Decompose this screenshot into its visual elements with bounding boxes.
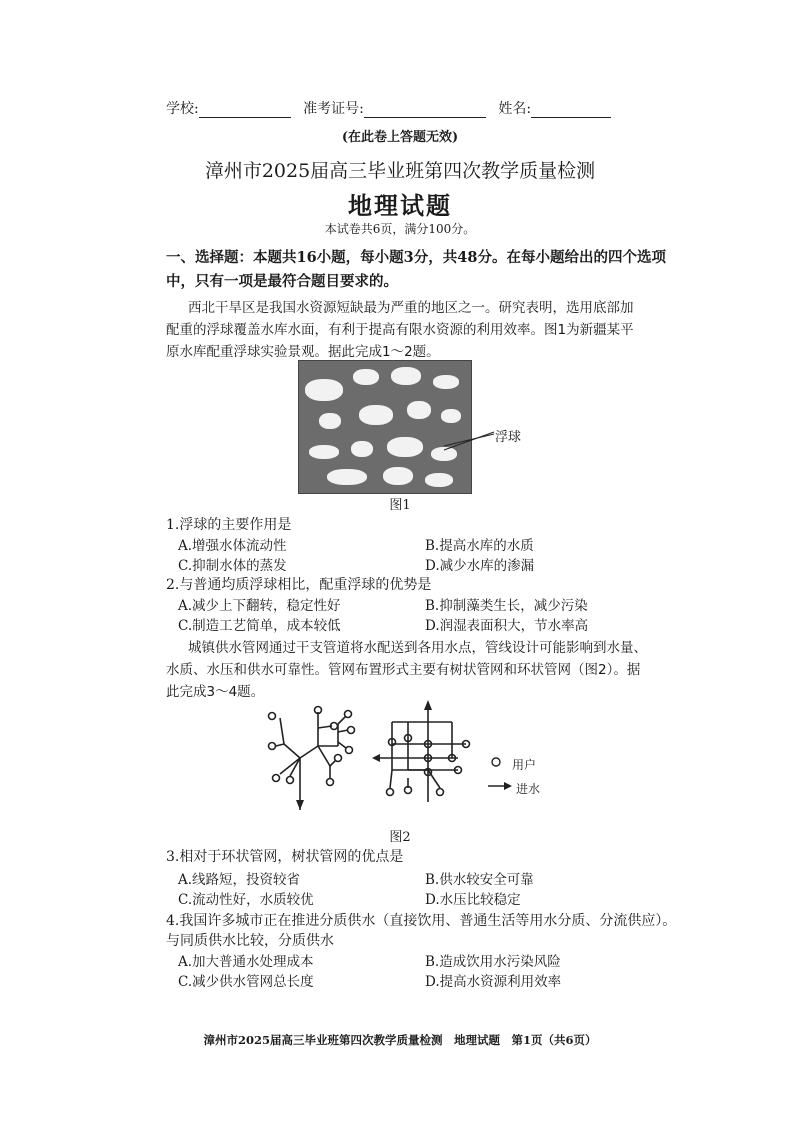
- q2-option-b[interactable]: B.抑制藻类生长，减少污染: [425, 598, 588, 614]
- passage1-line3: 原水库配重浮球实验景观。据此完成1～2题。: [166, 344, 440, 360]
- passage2-line3: 此完成3～4题。: [166, 684, 265, 700]
- q4-option-b[interactable]: B.造成饮用水污染风险: [425, 954, 561, 970]
- q2-option-c[interactable]: C.制造工艺简单，成本较低: [178, 618, 341, 634]
- passage1-line1: 西北干旱区是我国水资源短缺最为严重的地区之一。研究表明，选用底部加: [188, 300, 634, 316]
- legend-user-label: 用户: [512, 758, 537, 772]
- figure1-caption: 图1: [389, 498, 411, 513]
- ring-network: [372, 700, 470, 802]
- q2-option-d[interactable]: D.润湿表面积大，节水率高: [425, 618, 589, 634]
- passage2-line2: 水质、水压和供水可靠性。管网布置形式主要有树状管网和环状管网（图2）。据: [166, 662, 641, 678]
- q1-option-b[interactable]: B.提高水库的水质: [425, 538, 534, 554]
- school-blank[interactable]: [199, 105, 291, 118]
- q4-option-c[interactable]: C.减少供水管网总长度: [178, 974, 314, 990]
- q2-stem: 2.与普通均质浮球相比，配重浮球的优势是: [166, 577, 432, 593]
- q4-stem-continued: 与同质供水比较，分质供水: [166, 933, 334, 949]
- section1-line1: 一、选择题：本题共16小题，每小题3分，共48分。在每小题给出的四个选项: [166, 249, 666, 266]
- exam-info: 本试卷共6页，满分100分。: [324, 222, 476, 236]
- q4-option-a[interactable]: A.加大普通水处理成本: [178, 954, 314, 970]
- school-label: 学校:: [166, 101, 199, 117]
- passage2-line1: 城镇供水管网通过干支管道将水配送到各用水点，管线设计可能影响到水量、: [188, 640, 647, 656]
- diagram-legend: [488, 758, 512, 790]
- q3-option-d[interactable]: D.水压比较稳定: [425, 892, 521, 908]
- q4-stem: 4.我国许多城市正在推进分质供水（直接饮用、普通生活等用水分质、分流供应）。: [166, 913, 677, 929]
- exam-id-label: 准考证号:: [303, 101, 364, 117]
- exam-title: 漳州市2025届高三毕业班第四次教学质量检测: [204, 160, 596, 182]
- tree-network: [269, 707, 355, 811]
- q3-option-c[interactable]: C.流动性好，水质较优: [178, 892, 314, 908]
- section1-line2: 中，只有一项是最符合题目要求的。: [166, 273, 398, 290]
- q2-option-a[interactable]: A.减少上下翻转，稳定性好: [178, 598, 341, 614]
- q3-option-b[interactable]: B.供水较安全可靠: [425, 872, 534, 888]
- q1-stem: 1.浮球的主要作用是: [166, 517, 292, 533]
- passage1-line2: 配重的浮球覆盖水库水面，有利于提高有限水资源的利用效率。图1为新疆某平: [166, 322, 634, 338]
- q1-option-c[interactable]: C.抑制水体的蒸发: [178, 558, 287, 574]
- q4-option-d[interactable]: D.提高水资源利用效率: [425, 974, 562, 990]
- q3-option-a[interactable]: A.线路短，投资较省: [178, 872, 301, 888]
- legend-user-icon: [492, 758, 500, 766]
- q3-stem: 3.相对于环状管网，树状管网的优点是: [166, 849, 404, 865]
- exam-id-blank[interactable]: [364, 105, 486, 118]
- subject-title: 地理试题: [348, 191, 452, 220]
- header-fields: [166, 98, 611, 118]
- name-label: 姓名:: [498, 101, 532, 117]
- q1-option-d[interactable]: D.减少水库的渗漏: [425, 558, 535, 574]
- legend-inflow-label: 进水: [516, 782, 541, 796]
- page-footer: 漳州市2025届高三毕业班第四次教学质量检测 地理试题 第1页（共6页）: [203, 1033, 597, 1047]
- name-blank[interactable]: [531, 105, 611, 118]
- invalid-note: (在此卷上答题无效): [341, 130, 459, 145]
- float-pointer: [440, 420, 500, 460]
- q1-option-a[interactable]: A.增强水体流动性: [178, 538, 287, 554]
- float-label: 浮球: [495, 430, 522, 445]
- figure2-caption: 图2: [389, 830, 411, 845]
